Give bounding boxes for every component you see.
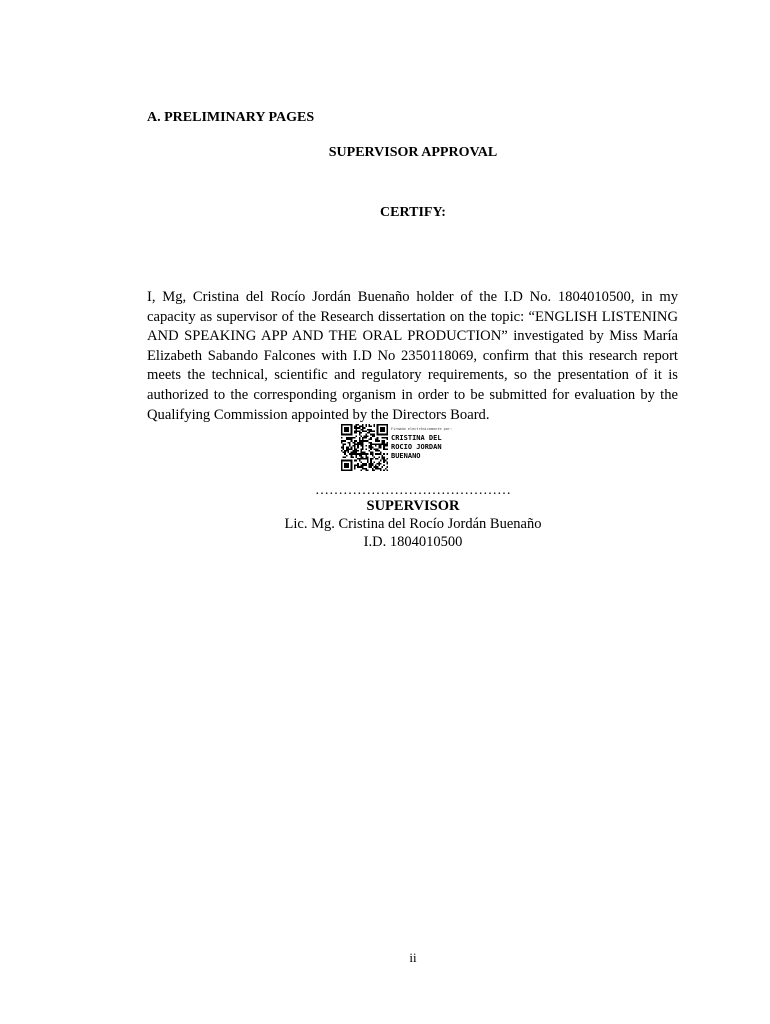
electronic-signature-stamp: [341, 424, 481, 472]
section-heading: A. PRELIMINARY PAGES: [147, 110, 315, 125]
certify-heading: CERTIFY:: [380, 205, 446, 220]
approval-title: SUPERVISOR APPROVAL: [328, 145, 498, 160]
signer-name: [391, 434, 481, 461]
signatory-name: Lic. Mg. Cristina del Rocío Jordán Buenaño: [284, 516, 542, 532]
signer-line: ROCIO JORDAN: [391, 443, 442, 451]
qr-code-icon: [341, 424, 388, 471]
signed-by-label: Firmado electrónicamente por:: [391, 427, 453, 431]
signatory-id: I.D. 1804010500: [363, 534, 463, 550]
signature-line: ……………………………………: [315, 483, 511, 498]
signature-title: SUPERVISOR: [366, 498, 460, 514]
page-number: ii: [409, 950, 417, 965]
certification-paragraph: I, Mg, Cristina del Rocío Jordán Buenaño holder of the I.D No. 1804010500, in my capacity as supervisor of the Research dissertation on the topic: “ENGLISH LISTENING AND SPEAKING APP AND THE ORAL PRODUCTION” investigated by Miss María Elizabeth Sabando Falcones with I.D No 2350118069, confirm that this research report meets the technical, scientific and regulatory requirements, so the presentation of it is authorized to the corresponding organism in order to be submitted for evaluation by the Qualifying Commission appointed by the Directors Board.: [147, 289, 678, 423]
signer-line: CRISTINA DEL: [391, 434, 442, 442]
signer-line: BUENANO: [391, 452, 421, 460]
